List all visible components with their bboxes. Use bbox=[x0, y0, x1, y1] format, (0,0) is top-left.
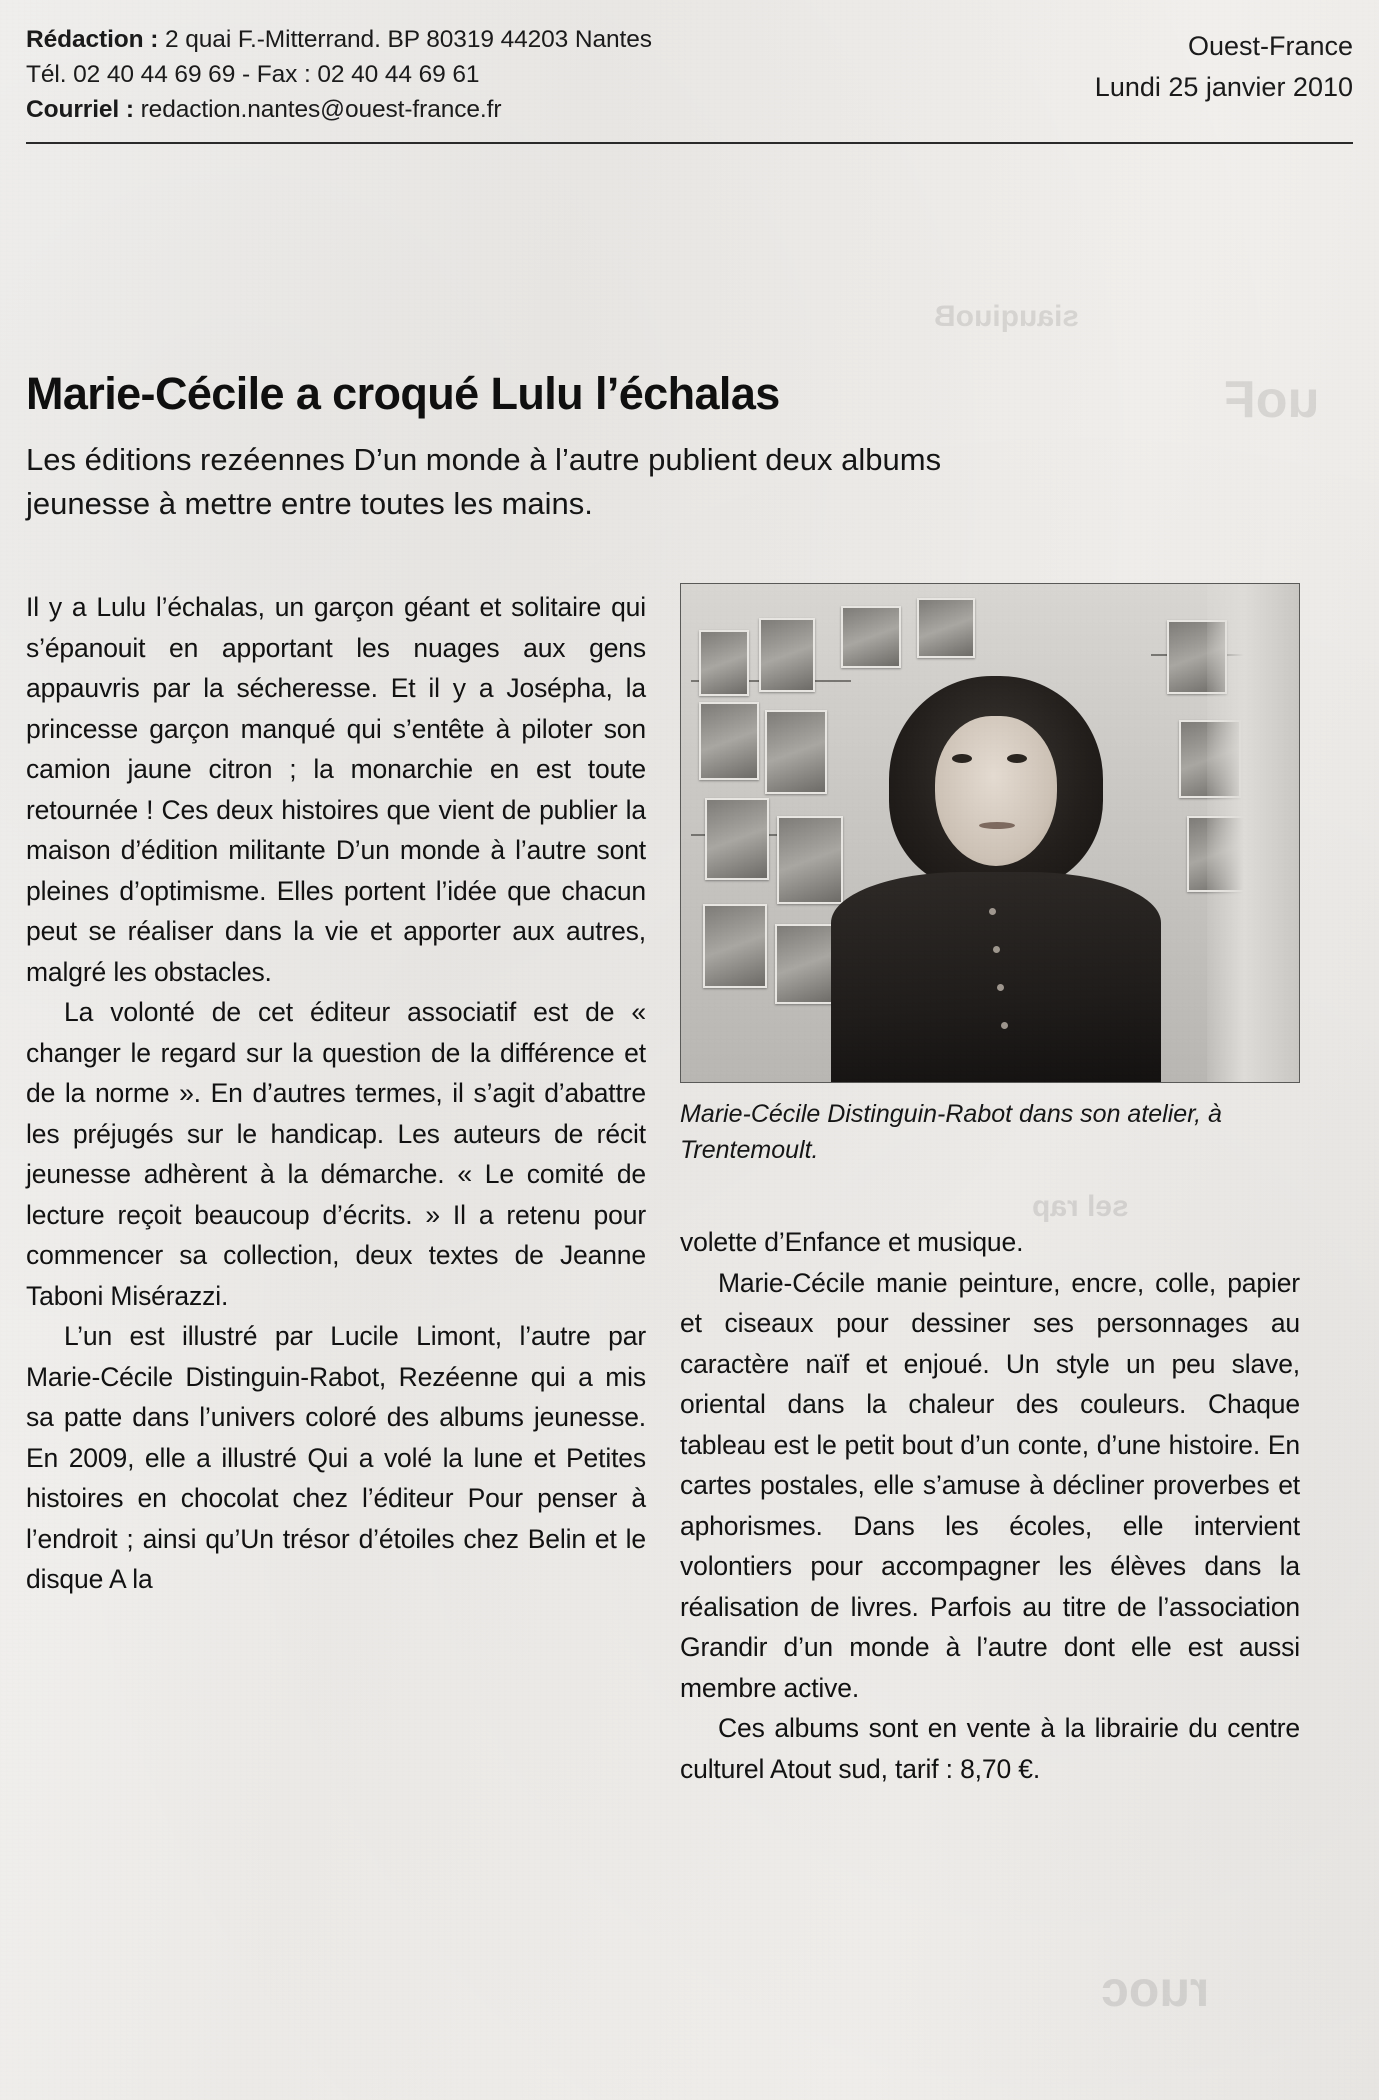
photo-subject bbox=[831, 676, 1161, 1083]
paragraph: Ces albums sont en vente à la librairie du centre culturel Atout sud, tarif : 8,70 €. bbox=[680, 1713, 1300, 1784]
photo-pinned-card bbox=[699, 702, 759, 780]
photo-curtain bbox=[1207, 584, 1299, 1082]
photo-pinned-card bbox=[703, 904, 767, 988]
photo-caption: Marie-Cécile Distinguin-Rabot dans son atelier, à Trentemoult. bbox=[680, 1100, 1222, 1164]
photo-subject-body bbox=[831, 872, 1161, 1083]
issue-date: Lundi 25 janvier 2010 bbox=[1094, 72, 1353, 102]
photo-subject-mouth bbox=[979, 822, 1015, 829]
bleedthrough-text-4: ruoc bbox=[1100, 1961, 1209, 2017]
masthead-title-block bbox=[1095, 26, 1353, 108]
paragraph: volette d’Enfance et musique. bbox=[680, 1227, 1024, 1257]
masthead-phone-line: Tél. 02 40 44 69 69 - Fax : 02 40 44 69 61 bbox=[26, 61, 480, 88]
photo-pinned-card bbox=[699, 630, 749, 696]
article-column-left bbox=[26, 587, 646, 1600]
photo-button bbox=[997, 984, 1004, 991]
photo-subject-eye bbox=[1007, 754, 1027, 763]
bleedthrough-text-2: uoF bbox=[1223, 371, 1319, 429]
bleedthrough-text-1: siauqiuoB bbox=[933, 300, 1079, 333]
courriel-label: Courriel : bbox=[26, 96, 134, 123]
photo-pinned-card bbox=[759, 618, 815, 692]
masthead-email-line bbox=[26, 92, 652, 127]
photo-button bbox=[1001, 1022, 1008, 1029]
photo-subject-eye bbox=[952, 754, 972, 763]
photo-button bbox=[989, 908, 996, 915]
courriel-value: redaction.nantes@ouest-france.fr bbox=[133, 96, 502, 123]
redaction-label: Rédaction : bbox=[26, 26, 159, 53]
masthead-divider bbox=[26, 142, 1353, 144]
paragraph: L’un est illustré par Lucile Limont, l’autre par Marie-Cécile Distinguin-Rabot, Rezéenne qui a mis sa patte dans l’univers coloré des albums jeunesse. En 2009, elle a illustré Qui a volé la lune et Petites histoires en chocolat chez l’éditeur Pour penser à l’endroit ; ainsi qu’Un trésor d’étoiles chez Belin et le disque A la bbox=[26, 1321, 646, 1594]
photo-pinned-card bbox=[765, 710, 827, 794]
photo-pinned-card bbox=[705, 798, 769, 880]
photo-pinned-card bbox=[917, 598, 975, 658]
paragraph: Marie-Cécile manie peinture, encre, colle, papier et ciseaux pour dessiner ses personnages au caractère naïf et enjoué. Un style un peu slave, oriental dans la chaleur des couleurs. Chaque tableau est le petit bout d’un conte, d’une histoire. En cartes postales, elle s’amuse à décliner proverbes et aphorismes. Dans les écoles, elle intervient volontiers pour accompagner les élèves dans la réalisation de livres. Parfois au titre de l’association Grandir d’un monde à l’autre dont elle est aussi membre active. bbox=[680, 1267, 1300, 1703]
masthead-contact-block bbox=[26, 22, 652, 127]
photo-pinned-card bbox=[841, 606, 901, 668]
paper-name: Ouest-France bbox=[1187, 31, 1353, 61]
article-photo bbox=[680, 583, 1300, 1083]
photo-frame bbox=[680, 583, 1300, 1083]
article-standfirst: Les éditions rezéennes D’un monde à l’autre publient deux albums jeunesse à mettre entre toutes les mains. bbox=[26, 442, 942, 521]
bleedthrough-text-3: sel rap bbox=[1032, 1190, 1129, 1223]
photo-subject-face bbox=[935, 716, 1057, 866]
paragraph: La volonté de cet éditeur associatif est de « changer le regard sur la question de la différence et de la norme ». En d’autres termes, il s’agit d’abattre les préjugés sur le handicap. Les auteurs de récit jeunesse adhèrent à la démarche. « Le comité de lecture reçoit beaucoup d’écrits. » Il a retenu pour commencer sa collection, deux textes de Jeanne Taboni Misérazzi. bbox=[26, 997, 646, 1311]
article-column-right bbox=[680, 1222, 1300, 1789]
masthead bbox=[26, 22, 1353, 132]
photo-pinned-card bbox=[775, 924, 837, 1004]
masthead-address-line bbox=[26, 22, 652, 57]
paragraph: Il y a Lulu l’échalas, un garçon géant et solitaire qui s’épanouit en apportant les nuages aux gens appauvris par la sécheresse. Et il y a Josépha, la princesse garçon manqué qui s’entête à piloter son camion jaune citron ; la monarchie en est toute retournée ! Ces deux histoires que vient de publier la maison d’édition militante D’un monde à l’autre sont pleines d’optimisme. Elles portent l’idée que chacun peut se réaliser dans la vie et apporter aux autres, malgré les obstacles. bbox=[26, 592, 646, 987]
photo-button bbox=[993, 946, 1000, 953]
page-title: Marie-Cécile a croqué Lulu l’échalas bbox=[26, 368, 780, 419]
redaction-value: 2 quai F.-Mitterrand. BP 80319 44203 Nantes bbox=[158, 26, 652, 53]
